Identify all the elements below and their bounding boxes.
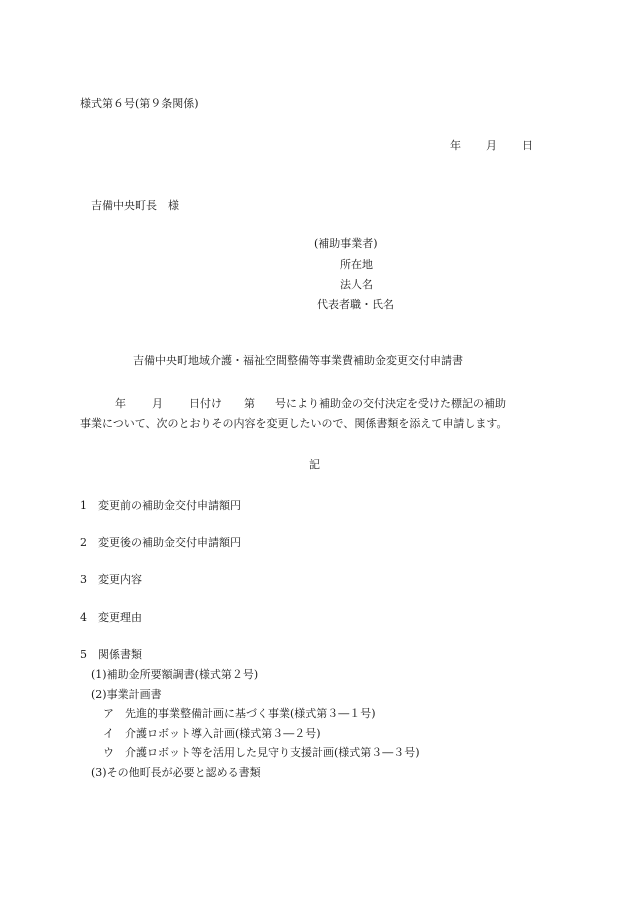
form-number: 様式第６号(第９条関係) (80, 97, 199, 110)
doc-2c: ウ 介護ロボット等を活用した見守り支援計画(様式第３―３号) (103, 746, 420, 759)
body-line-1 (80, 398, 506, 409)
item-1: 1 変更前の補助金交付申請額円 (80, 499, 241, 512)
body-no: 第 (244, 397, 255, 410)
body-line-2: 事業について、次のとおりその内容を変更したいので、関係書類を添えて申請します。 (80, 417, 508, 430)
addressee: 吉備中央町長 様 (91, 199, 179, 212)
applicant-representative-label: 代表者職・氏名 (317, 298, 394, 311)
doc-2a: ア 先進的事業整備計画に基づく事業(様式第３―１号) (103, 707, 376, 720)
applicant-heading: (補助事業者) (314, 237, 378, 250)
date-day: 日 (522, 139, 533, 152)
body-month: 月 (152, 397, 163, 410)
body-line1-rest: 号により補助金の交付決定を受けた標記の補助 (275, 397, 506, 410)
body-year: 年 (115, 397, 126, 410)
applicant-corp-name-label: 法人名 (340, 278, 373, 291)
applicant-address-label: 所在地 (340, 258, 373, 271)
document-title: 吉備中央町地域介護・福祉空間整備等事業費補助金変更交付申請書 (133, 354, 463, 367)
date-line (450, 140, 533, 151)
item-2: 2 変更後の補助金交付申請額円 (80, 536, 241, 549)
item-3: 3 変更内容 (80, 573, 142, 586)
date-month: 月 (486, 139, 497, 152)
item-5: 5 関係書類 (80, 648, 142, 661)
date-year: 年 (450, 139, 461, 152)
doc-1: (1)補助金所要額調書(様式第２号) (91, 668, 259, 681)
doc-2: (2)事業計画書 (91, 688, 162, 701)
item-4: 4 変更理由 (80, 611, 142, 624)
ki-marker: 記 (309, 458, 320, 471)
doc-2b: イ 介護ロボット導入計画(様式第３―２号) (103, 727, 321, 740)
body-dated: 日付け (189, 397, 222, 410)
doc-3: (3)その他町長が必要と認める書類 (91, 766, 261, 779)
